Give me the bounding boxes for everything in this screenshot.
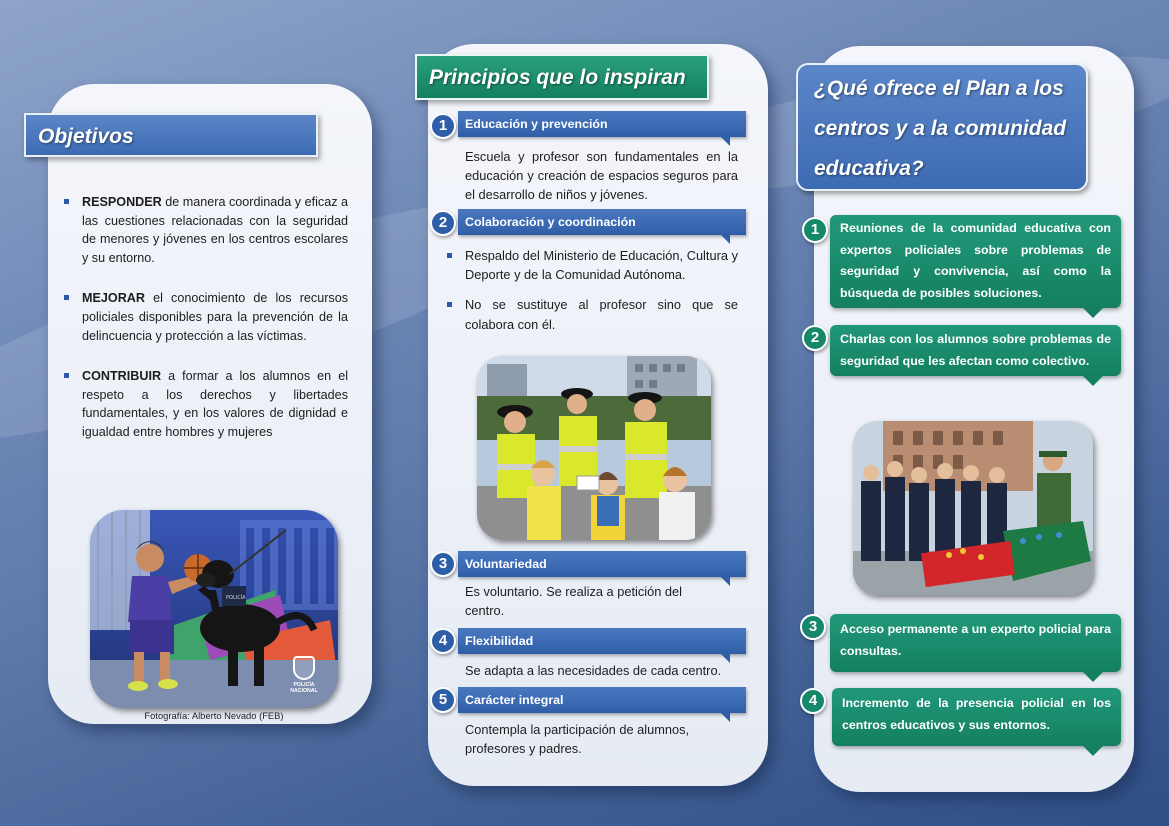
students-exhibition-photo [853,421,1093,595]
principle-number-badge: 4 [430,628,456,654]
objetivo-item [62,289,348,345]
objetivos-title: Objetivos [24,113,318,157]
ofrece-title: ¿Qué ofrece el Plan a los centros y a la comunidad educativa? [796,63,1088,191]
principle-heading-bar: Voluntariedad [458,551,746,577]
principle-text: Contempla la participación de alumnos, profesores y padres. [465,722,690,757]
principle-heading-bar: Flexibilidad [458,628,746,654]
principle-number-badge: 5 [430,687,456,713]
offer-box: Incremento de la presencia policial en los centros educativos y sus entornos. [832,688,1121,746]
badge-text-1: POLICÍA [293,682,315,688]
shield-icon [293,656,315,680]
principle-heading-bar: Educación y prevención [458,111,746,137]
objetivo-item [62,367,348,441]
principios-title: Principios que lo inspiran [415,54,709,100]
principle-number-badge: 2 [430,210,456,236]
objetivo-keyword: MEJORAR [82,291,145,306]
objetivo-text: a formar a los alumnos en el respeto a los derechos y libertades fundamentales, y en los valores de dignidad e igualdad entre hombres y mujeres [82,369,348,439]
objetivo-item [62,193,348,267]
principle-text: Escuela y profesor son fundamentales en la educación y creación de espacios seguros para el desarrollo de niños y jóvenes. [465,149,738,203]
objetivo-text: de manera coordinada y eficaz a las cuestiones relacionadas con la seguridad de menores y jóvenes en los centros escolares y su entorno. [82,195,349,265]
principle-text: Es voluntario. Se realiza a petición del centro. [465,584,682,619]
principle-bullet-text: Respaldo del Ministerio de Educación, Cultura y Deporte y de la Comunidad Autónoma. [465,248,738,283]
offer-number-badge: 4 [800,688,826,714]
principle-number-badge: 1 [430,113,456,139]
police-children-illustration [477,356,711,540]
principle-number-badge: 3 [430,551,456,577]
principle-bullet-item [445,295,738,333]
photo-caption: Fotografía: Alberto Nevado (FEB) [144,710,284,721]
principle-text: Se adapta a las necesidades de cada centro. [465,663,722,678]
objetivo-keyword: RESPONDER [82,195,162,209]
objetivos-list [62,193,348,464]
principle-bullet-item [445,246,738,284]
students-exhibition-illustration [853,421,1093,595]
basketball-dog-photo [90,510,338,708]
objetivo-keyword: CONTRIBUIR [82,369,162,384]
principle-heading-bar: Colaboración y coordinación [458,209,746,235]
objetivo-text: el conocimiento de los recursos policiales disponibles para la prevención de la delincuencia y protección a las víctimas. [82,291,348,343]
policia-nacional-badge [286,656,322,700]
offer-number-badge: 3 [800,614,826,640]
offer-box: Acceso permanente a un experto policial para consultas. [830,614,1121,672]
offer-number-badge: 1 [802,217,828,243]
principle-bullet-text: No se sustituye al profesor sino que se colabora con él. [465,297,738,332]
square-bullet-icon [447,302,452,307]
offer-number-badge: 2 [802,325,828,351]
svg-text:POLICÍA: POLICÍA [226,595,246,601]
police-children-photo [477,356,711,540]
square-bullet-icon [64,373,69,378]
square-bullet-icon [64,199,69,204]
principle-bullet-list [445,246,738,345]
principle-heading-bar: Carácter integral [458,687,746,713]
square-bullet-icon [447,253,452,258]
square-bullet-icon [64,295,69,300]
offer-box: Reuniones de la comunidad educativa con expertos policiales sobre problemas de seguridad y convivencia, así como la búsqueda de posibles soluciones. [830,215,1121,308]
badge-text-2: NACIONAL [290,688,318,694]
offer-box: Charlas con los alumnos sobre problemas de seguridad que les afectan como colectivo. [830,325,1121,376]
